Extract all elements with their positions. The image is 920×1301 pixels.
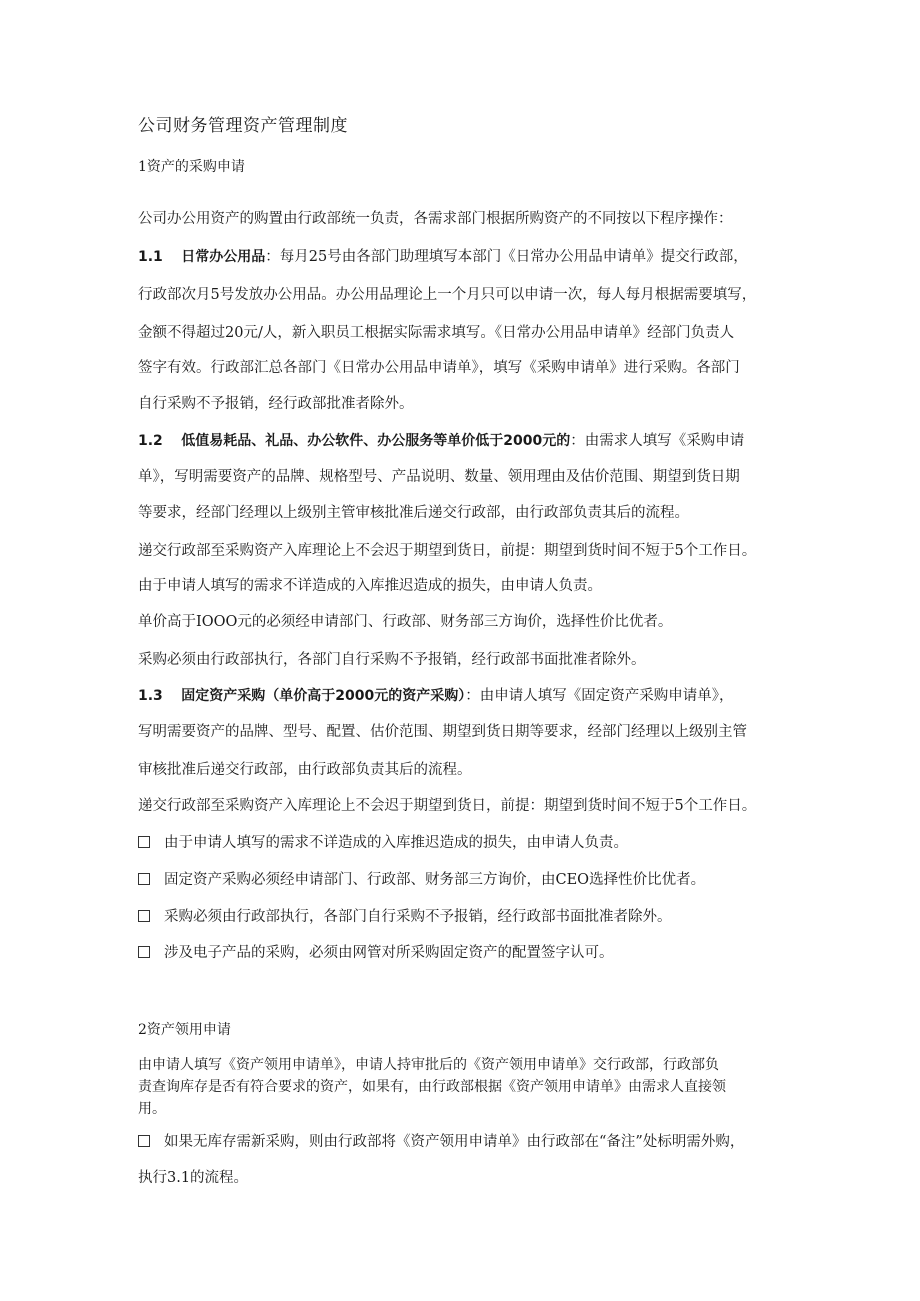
section-1-2-line-1 — [138, 431, 744, 451]
section-2-heading: 2资产领用申请 — [138, 1022, 231, 1038]
section-1-3-line-4: 递交行政部至采购资产入库理论上不会迟于期望到货日，前提：期望到货时间不短于5个工作日。 — [138, 798, 757, 814]
section-1-3-line-3: 审核批准后递交行政部，由行政部负责其后的流程。 — [138, 762, 472, 778]
section-1-1-heading: 日常办公用品 — [181, 249, 266, 265]
section-2-para-line-2: 责查询库存是否有符合要求的资产，如果有，由行政部根据《资产领用申请单》由需求人直接领 — [138, 1079, 726, 1095]
section-1-1-text: ：每月25号由各部门助理填写本部门《日常办公用品申请单》提交行政部， — [265, 249, 748, 265]
checkbox-bullet-icon — [138, 1135, 150, 1147]
section-1-3-text: ：由申请人填写《固定资产采购申请单》， — [465, 688, 734, 704]
section-1-3-heading: 固定资产采购（单价高于2000元的资产采购） — [181, 688, 466, 704]
checkbox-bullet-icon — [138, 910, 150, 922]
bullet-text: 涉及电子产品的采购，必须由网管对所采购固定资产的配置签字认可。 — [164, 945, 614, 961]
section-1-2-line-3: 等要求，经部门经理以上级别主管审核批准后递交行政部，由行政部负责其后的流程。 — [138, 505, 689, 521]
bullet-text: 如果无库存需新采购，则由行政部将《资产领用申请单》由行政部在“备注”处标明需外购， — [164, 1134, 745, 1150]
checkbox-bullet-icon — [138, 873, 150, 885]
section-1-1-line-2: 行政部次月5号发放办公用品。办公用品理论上一个月只可以申请一次，每人每月根据需要填写， — [138, 287, 757, 303]
section-2-bullet-1-cont: 执行3.1的流程。 — [138, 1170, 249, 1186]
section-1-2-number: 1.2 — [138, 433, 163, 449]
section-1-1-line-5: 自行采购不予报销，经行政部批准者除外。 — [138, 396, 414, 412]
section-1-2-text: ：由需求人填写《采购申请 — [570, 433, 745, 449]
section-1-2-line-4: 递交行政部至采购资产入库理论上不会迟于期望到货日，前提：期望到货时间不短于5个工作日。 — [138, 543, 757, 559]
section-1-3-bullet-3 — [138, 907, 672, 927]
section-1-3-bullet-2 — [138, 870, 705, 890]
section-2-para-line-3: 用。 — [138, 1101, 166, 1117]
section-1-1-number: 1.1 — [138, 249, 163, 265]
section-1-2-heading: 低值易耗品、礼品、办公软件、办公服务等单价低于2000元的 — [181, 433, 571, 449]
section-1-3-line-2: 写明需要资产的品牌、型号、配置、估价范围、期望到货日期等要求，经部门经理以上级别主管 — [138, 724, 747, 740]
bullet-text: 由于申请人填写的需求不详造成的入库推迟造成的损失，由申请人负责。 — [164, 835, 628, 851]
section-1-3-bullet-4 — [138, 943, 614, 963]
bullet-text: 采购必须由行政部执行，各部门自行采购不予报销，经行政部书面批准者除外。 — [164, 909, 672, 925]
document-title: 公司财务管理资产管理制度 — [138, 116, 348, 136]
section-1-3-bullet-1 — [138, 833, 628, 853]
bullet-text: 固定资产采购必须经申请部门、行政部、财务部三方询价，由CEO选择性价比优者。 — [164, 872, 706, 888]
section-1-3-line-1 — [138, 686, 733, 706]
section-2-para-line-1: 由申请人填写《资产领用申请单》，申请人持审批后的《资产领用申请单》交行政部，行政部负 — [138, 1057, 719, 1073]
section-1-1-line-1 — [138, 247, 748, 267]
section-1-3-number: 1.3 — [138, 688, 163, 704]
section-1-1-line-3: 金额不得超过20元/人，新入职员工根据实际需求填写。《日常办公用品申请单》经部门负责人 — [138, 325, 735, 341]
section-1-intro: 公司办公用资产的购置由行政部统一负责，各需求部门根据所购资产的不同按以下程序操作： — [138, 211, 733, 227]
checkbox-bullet-icon — [138, 946, 150, 958]
section-1-2-line-2: 单》，写明需要资产的品牌、规格型号、产品说明、数量、领用理由及估价范围、期望到货日期 — [138, 469, 740, 485]
section-1-heading: 1资产的采购申请 — [138, 159, 245, 175]
section-1-1-line-4: 签字有效。行政部汇总各部门《日常办公用品申请单》，填写《采购申请单》进行采购。各部门 — [138, 360, 740, 376]
section-1-2-line-5: 由于申请人填写的需求不详造成的入库推迟造成的损失，由申请人负责。 — [138, 578, 602, 594]
section-2-bullet-1 — [138, 1132, 744, 1152]
section-1-2-line-7: 采购必须由行政部执行，各部门自行采购不予报销，经行政部书面批准者除外。 — [138, 652, 646, 668]
section-1-2-line-6: 单价高于IOOO元的必须经申请部门、行政部、财务部三方询价，选择性价比优者。 — [138, 614, 673, 630]
checkbox-bullet-icon — [138, 836, 150, 848]
